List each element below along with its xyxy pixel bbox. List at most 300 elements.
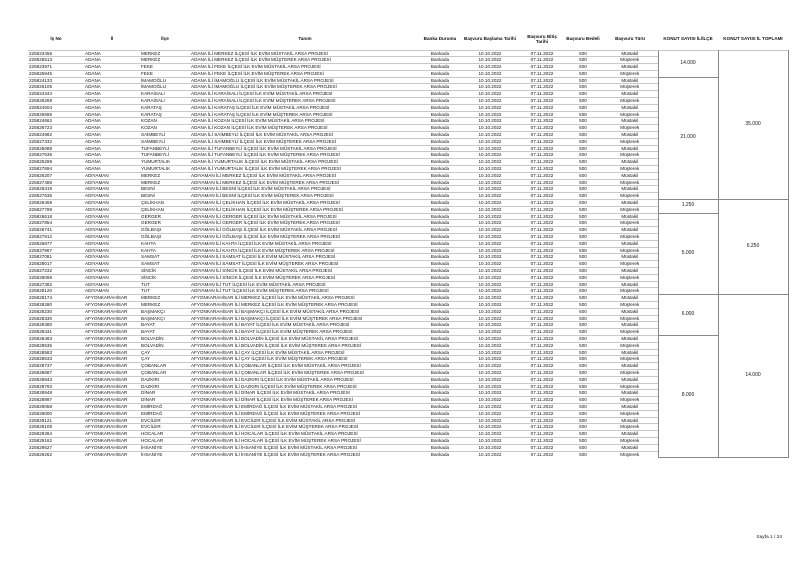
il-cell: ADIYAMAN (84, 206, 140, 213)
konut-sayisi-ilce-cell: 14.000 (658, 50, 718, 77)
banka-durumu-cell: Bankada (420, 91, 460, 98)
banka-durumu-cell: Bankada (420, 376, 460, 383)
tanim-cell: AFYONKARAHİSAR İLİ ÇOBANLAR İLÇESİ İLK EVİM MÜSTAKİL ARSA PROJESİ (190, 363, 420, 370)
is-no-cell: 225826741 (28, 227, 84, 234)
ilce-cell: EMİRDAĞ (140, 403, 190, 410)
tanim-cell: ADIYAMAN İLİ ÇELİKHAN İLÇESİ İLK EVİM MÜSTAKİL ARSA PROJESİ (190, 200, 420, 207)
basvuru-turu-cell: Müstakil (602, 132, 658, 139)
ilce-cell: DİNAR (140, 390, 190, 397)
banka-durumu-cell: Bankada (420, 281, 460, 288)
is-no-cell: 225828737 (28, 363, 84, 370)
basvuru-bitis-cell: 07.11.2022 (520, 329, 564, 336)
ilce-cell: BESNİ (140, 186, 190, 193)
basvuru-baslama-cell: 10.10.2022 (460, 383, 520, 390)
ilce-cell: TUFANBEYLİ (140, 152, 190, 159)
basvuru-bitis-cell: 07.11.2022 (520, 417, 564, 424)
basvuru-bedeli-cell: 500 (564, 138, 602, 145)
basvuru-bedeli-cell: 500 (564, 376, 602, 383)
basvuru-bedeli-cell: 500 (564, 200, 602, 207)
is-no-cell: 225824504 (28, 104, 84, 111)
basvuru-baslama-cell: 10.10.2022 (460, 84, 520, 91)
is-no-cell: 225828633 (28, 356, 84, 363)
il-cell: AFYONKARAHİSAR (84, 437, 140, 444)
is-no-cell: 225828583 (28, 349, 84, 356)
basvuru-baslama-cell: 10.10.2022 (460, 111, 520, 118)
table-body (28, 50, 788, 457)
tanim-cell: AFYONKARAHİSAR İLİ ÇOBANLAR İLÇESİ İLK EVİM MÜŞTEREK ARSA PROJESİ (190, 369, 420, 376)
basvuru-bitis-cell: 07.11.2022 (520, 281, 564, 288)
basvuru-bitis-cell: 07.11.2022 (520, 431, 564, 438)
tanim-cell: AFYONKARAHİSAR İLİ BOLVADİN İLÇESİ İLK EVİM MÜSTAKİL ARSA PROJESİ (190, 335, 420, 342)
ilce-cell: TUT (140, 281, 190, 288)
basvuru-turu-cell: Müstakil (602, 308, 658, 315)
is-no-cell: 225826319 (28, 186, 84, 193)
ilce-cell: BESNİ (140, 193, 190, 200)
is-no-cell: 225826105 (28, 84, 84, 91)
ilce-cell: MERKEZ (140, 57, 190, 64)
basvuru-bedeli-cell: 500 (564, 335, 602, 342)
il-cell: ADANA (84, 111, 140, 118)
basvuru-baslama-cell: 10.10.2022 (460, 104, 520, 111)
banka-durumu-cell: Bankada (420, 295, 460, 302)
basvuru-baslama-cell: 10.10.2022 (460, 125, 520, 132)
table-row (28, 200, 788, 207)
ilce-cell: FEKE (140, 64, 190, 71)
ilce-cell: BOLVADİN (140, 342, 190, 349)
basvuru-turu-cell: Müstakil (602, 159, 658, 166)
il-cell: AFYONKARAHİSAR (84, 308, 140, 315)
basvuru-bitis-cell: 07.11.2022 (520, 301, 564, 308)
il-cell: ADIYAMAN (84, 268, 140, 275)
tanim-cell: ADIYAMAN İLİ GERGER İLÇESİ İLK EVİM MÜSTAKİL ARSA PROJESİ (190, 213, 420, 220)
il-cell: ADIYAMAN (84, 234, 140, 241)
il-cell: ADIYAMAN (84, 227, 140, 234)
basvuru-bedeli-cell: 500 (564, 220, 602, 227)
basvuru-baslama-cell: 10.10.2022 (460, 186, 520, 193)
tanim-cell: AFYONKARAHİSAR İLİ BAŞMAKÇI İLÇESİ İLK EVİM MÜŞTEREK ARSA PROJESİ (190, 315, 420, 322)
tanim-cell: AFYONKARAHİSAR İLİ ÇAY İLÇESİ İLK EVİM MÜSTAKİL ARSA PROJESİ (190, 349, 420, 356)
basvuru-baslama-cell: 10.10.2022 (460, 274, 520, 281)
il-cell: ADIYAMAN (84, 186, 140, 193)
basvuru-turu-cell: Müstakil (602, 213, 658, 220)
basvuru-baslama-cell: 10.10.2022 (460, 281, 520, 288)
basvuru-bitis-cell: 07.11.2022 (520, 118, 564, 125)
basvuru-bitis-cell: 07.11.2022 (520, 98, 564, 105)
basvuru-turu-cell: Müstakil (602, 50, 658, 57)
ilce-cell: TUFANBEYLİ (140, 145, 190, 152)
il-cell: AFYONKARAHİSAR (84, 403, 140, 410)
basvuru-baslama-cell: 10.10.2022 (460, 431, 520, 438)
ilce-cell: BAYAT (140, 322, 190, 329)
il-cell: ADIYAMAN (84, 247, 140, 254)
ilce-cell: BOLVADİN (140, 335, 190, 342)
banka-durumu-cell: Bankada (420, 356, 460, 363)
is-no-cell: 225827912 (28, 234, 84, 241)
basvuru-bitis-cell: 07.11.2022 (520, 397, 564, 404)
tanim-cell: AFYONKARAHİSAR İLİ BAYAT İLÇESİ İLK EVİM MÜSTAKİL ARSA PROJESİ (190, 322, 420, 329)
ilce-cell: KARATAŞ (140, 104, 190, 111)
column-header-is-no: İş No (50, 36, 62, 42)
basvuru-bedeli-cell: 500 (564, 152, 602, 159)
banka-durumu-cell: Bankada (420, 145, 460, 152)
ilce-cell: KAHTA (140, 247, 190, 254)
tanim-cell: ADANA İLİ TUFANBEYLİ İLÇESİ İLK EVİM MÜŞTEREK ARSA PROJESİ (190, 152, 420, 159)
is-no-cell: 225826565 (28, 111, 84, 118)
basvuru-baslama-cell: 10.10.2022 (460, 451, 520, 457)
tanim-cell: AFYONKARAHİSAR İLİ DİNAR İLÇESİ İLK EVİM MÜŞTEREK ARSA PROJESİ (190, 397, 420, 404)
is-no-cell: 225823456 (28, 50, 84, 57)
il-cell: ADIYAMAN (84, 200, 140, 207)
basvuru-bedeli-cell: 500 (564, 390, 602, 397)
basvuru-bedeli-cell: 500 (564, 288, 602, 295)
basvuru-bitis-cell: 07.11.2022 (520, 403, 564, 410)
basvuru-baslama-cell: 10.10.2022 (460, 390, 520, 397)
il-cell: AFYONKARAHİSAR (84, 424, 140, 431)
il-cell: AFYONKARAHİSAR (84, 342, 140, 349)
basvuru-turu-cell: Müşterek (602, 84, 658, 91)
basvuru-bitis-cell: 07.11.2022 (520, 274, 564, 281)
basvuru-bedeli-cell: 500 (564, 308, 602, 315)
basvuru-bedeli-cell: 500 (564, 213, 602, 220)
basvuru-turu-cell: Müstakil (602, 91, 658, 98)
ilce-cell: GERGER (140, 213, 190, 220)
basvuru-turu-cell: Müstakil (602, 390, 658, 397)
banka-durumu-cell: Bankada (420, 50, 460, 57)
basvuru-turu-cell: Müşterek (602, 329, 658, 336)
basvuru-bitis-cell: 07.11.2022 (520, 138, 564, 145)
banka-durumu-cell: Bankada (420, 437, 460, 444)
basvuru-turu-cell: Müstakil (602, 281, 658, 288)
banka-durumu-cell: Bankada (420, 301, 460, 308)
tanim-cell: AFYONKARAHİSAR İLİ İHSANİYE İLÇESİ İLK EVİM MÜŞTEREK ARSA PROJESİ (190, 451, 420, 457)
basvuru-bitis-cell: 07.11.2022 (520, 335, 564, 342)
basvuru-baslama-cell: 10.10.2022 (460, 132, 520, 139)
tanim-cell: AFYONKARAHİSAR İLİ BAYAT İLÇESİ İLK EVİM MÜŞTEREK ARSA PROJESİ (190, 329, 420, 336)
basvuru-turu-cell: Müşterek (602, 410, 658, 417)
basvuru-bitis-cell: 07.11.2022 (520, 240, 564, 247)
ilce-cell: GÖLBAŞI (140, 234, 190, 241)
basvuru-turu-cell: Müşterek (602, 193, 658, 200)
tanim-cell: ADANA İLİ SAİMBEYLİ İLÇESİ İLK EVİM MÜŞTEREK ARSA PROJESİ (190, 138, 420, 145)
table-row (28, 77, 788, 84)
ilce-cell: MERKEZ (140, 50, 190, 57)
basvuru-bitis-cell: 07.11.2022 (520, 437, 564, 444)
basvuru-bitis-cell: 07.11.2022 (520, 77, 564, 84)
banka-durumu-cell: Bankada (420, 369, 460, 376)
ilce-cell: MERKEZ (140, 172, 190, 179)
banka-durumu-cell: Bankada (420, 118, 460, 125)
basvuru-turu-cell: Müşterek (602, 125, 658, 132)
basvuru-bedeli-cell: 500 (564, 240, 602, 247)
basvuru-turu-cell: Müşterek (602, 179, 658, 186)
tanim-cell: ADANA İLİ KOZAN İLÇESİ İLK EVİM MÜSTAKİL ARSA PROJESİ (190, 118, 420, 125)
column-header-konut-sayisi-ilce: KONUT SAYISI İL/İLÇE (663, 36, 713, 42)
il-cell: AFYONKARAHİSAR (84, 376, 140, 383)
table-row (28, 50, 788, 57)
basvuru-turu-cell: Müstakil (602, 186, 658, 193)
basvuru-turu-cell: Müşterek (602, 369, 658, 376)
banka-durumu-cell: Bankada (420, 172, 460, 179)
tanim-cell: ADIYAMAN İLİ GÖLBAŞI İLÇESİ İLK EVİM MÜSTAKİL ARSA PROJESİ (190, 227, 420, 234)
is-no-cell: 225827332 (28, 138, 84, 145)
basvuru-baslama-cell: 10.10.2022 (460, 200, 520, 207)
ilce-cell: BAŞMAKÇI (140, 308, 190, 315)
is-no-cell: 225829000 (28, 410, 84, 417)
is-no-cell: 225828897 (28, 397, 84, 404)
ilce-cell: YUMURTALIK (140, 159, 190, 166)
tanim-cell: ADIYAMAN İLİ SİNCİK İLÇESİ İLK EVİM MÜSTAKİL ARSA PROJESİ (190, 268, 420, 275)
basvuru-bitis-cell: 07.11.2022 (520, 390, 564, 397)
banka-durumu-cell: Bankada (420, 206, 460, 213)
column-header-basvuru-bedeli: Başvuru Bedeli (566, 36, 600, 42)
basvuru-baslama-cell: 10.10.2022 (460, 363, 520, 370)
basvuru-bedeli-cell: 500 (564, 91, 602, 98)
konut-sayisi-ilce-cell: 8.000 (658, 335, 718, 457)
tanim-cell: ADANA İLİ TUFANBEYLİ İLÇESİ İLK EVİM MÜSTAKİL ARSA PROJESİ (190, 145, 420, 152)
banka-durumu-cell: Bankada (420, 417, 460, 424)
column-header-il: İl (110, 36, 114, 42)
basvuru-turu-cell: Müşterek (602, 261, 658, 268)
page-number: Sayfa 1 / 24 (756, 535, 782, 540)
ilce-cell: ÇELİKHAN (140, 200, 190, 207)
is-no-cell: 225825088 (28, 145, 84, 152)
is-no-cell: 225826723 (28, 125, 84, 132)
banka-durumu-cell: Bankada (420, 315, 460, 322)
basvuru-bedeli-cell: 500 (564, 322, 602, 329)
il-cell: ADANA (84, 98, 140, 105)
basvuru-turu-cell: Müstakil (602, 64, 658, 71)
tanim-cell: AFYONKARAHİSAR İLİ MERKEZ İLÇESİ İLK EVİM MÜŞTEREK ARSA PROJESİ (190, 301, 420, 308)
ilce-cell: ÇELİKHAN (140, 206, 190, 213)
basvuru-bitis-cell: 07.11.2022 (520, 349, 564, 356)
banka-durumu-cell: Bankada (420, 247, 460, 254)
basvuru-bitis-cell: 07.11.2022 (520, 166, 564, 173)
il-cell: AFYONKARAHİSAR (84, 322, 140, 329)
banka-durumu-cell: Bankada (420, 254, 460, 261)
basvuru-turu-cell: Müşterek (602, 451, 658, 457)
basvuru-baslama-cell: 10.10.2022 (460, 220, 520, 227)
banka-durumu-cell: Bankada (420, 152, 460, 159)
basvuru-bitis-cell: 07.11.2022 (520, 159, 564, 166)
basvuru-bedeli-cell: 500 (564, 281, 602, 288)
tanim-cell: AFYONKARAHİSAR İLİ İHSANİYE İLÇESİ İLK EVİM MÜSTAKİL ARSA PROJESİ (190, 444, 420, 451)
basvuru-baslama-cell: 10.10.2022 (460, 261, 520, 268)
basvuru-bedeli-cell: 500 (564, 349, 602, 356)
basvuru-baslama-cell: 10.10.2022 (460, 424, 520, 431)
il-cell: ADANA (84, 84, 140, 91)
il-cell: ADIYAMAN (84, 213, 140, 220)
basvuru-turu-cell: Müstakil (602, 403, 658, 410)
basvuru-turu-cell: Müstakil (602, 376, 658, 383)
banka-durumu-cell: Bankada (420, 261, 460, 268)
il-cell: AFYONKARAHİSAR (84, 383, 140, 390)
basvuru-baslama-cell: 10.10.2022 (460, 172, 520, 179)
basvuru-bitis-cell: 07.11.2022 (520, 179, 564, 186)
basvuru-baslama-cell: 10.10.2022 (460, 234, 520, 241)
column-header-basvuru-bitis: Başvuru Bitiş Tarihi (527, 33, 557, 44)
basvuru-bitis-cell: 07.11.2022 (520, 50, 564, 57)
il-cell: ADANA (84, 166, 140, 173)
basvuru-bitis-cell: 07.11.2022 (520, 247, 564, 254)
ilce-cell: HOCALAR (140, 437, 190, 444)
tanim-cell: AFYONKARAHİSAR İLİ DİNAR İLÇESİ İLK EVİM MÜSTAKİL ARSA PROJESİ (190, 390, 420, 397)
is-no-cell: 225828483 (28, 335, 84, 342)
basvuru-bitis-cell: 07.11.2022 (520, 186, 564, 193)
tanim-cell: ADANA İLİ KARAİSALI İLÇESİ İLK EVİM MÜŞTEREK ARSA PROJESİ (190, 98, 420, 105)
is-no-cell: 225827636 (28, 193, 84, 200)
il-cell: ADANA (84, 138, 140, 145)
basvuru-bedeli-cell: 500 (564, 84, 602, 91)
banka-durumu-cell: Bankada (420, 179, 460, 186)
tanim-cell: ADANA İLİ MERKEZ İLÇESİ İLK EVİM MÜSTAKİL ARSA PROJESİ (190, 50, 420, 57)
konut-sayisi-ilce-cell: 6.000 (658, 295, 718, 336)
basvuru-bedeli-cell: 500 (564, 104, 602, 111)
basvuru-turu-cell: Müstakil (602, 268, 658, 275)
basvuru-baslama-cell: 10.10.2022 (460, 356, 520, 363)
tanim-cell: ADIYAMAN İLİ GÖLBAŞI İLÇESİ İLK EVİM MÜŞTEREK ARSA PROJESİ (190, 234, 420, 241)
basvuru-baslama-cell: 10.10.2022 (460, 166, 520, 173)
is-no-cell: 225828431 (28, 329, 84, 336)
ilce-cell: İHSANİYE (140, 444, 190, 451)
basvuru-bitis-cell: 07.11.2022 (520, 152, 564, 159)
document-page (28, 28, 788, 458)
ilce-cell: KARAİSALI (140, 98, 190, 105)
basvuru-bedeli-cell: 500 (564, 410, 602, 417)
il-cell: ADIYAMAN (84, 288, 140, 295)
il-cell: AFYONKARAHİSAR (84, 301, 140, 308)
basvuru-turu-cell: Müstakil (602, 349, 658, 356)
is-no-cell: 225829262 (28, 451, 84, 457)
is-no-cell: 225825945 (28, 70, 84, 77)
tanim-cell: AFYONKARAHİSAR İLİ HOCALAR İLÇESİ İLK EVİM MÜSTAKİL ARSA PROJESİ (190, 431, 420, 438)
banka-durumu-cell: Bankada (420, 390, 460, 397)
basvuru-bedeli-cell: 500 (564, 186, 602, 193)
banka-durumu-cell: Bankada (420, 308, 460, 315)
is-no-cell: 225826259 (28, 98, 84, 105)
column-header-basvuru-baslama: Başvuru Başlama Tarihi (464, 36, 516, 42)
basvuru-baslama-cell: 10.10.2022 (460, 417, 520, 424)
basvuru-turu-cell: Müşterek (602, 288, 658, 295)
tanim-cell: AFYONKARAHİSAR İLİ HOCALAR İLÇESİ İLK EVİM MÜŞTEREK ARSA PROJESİ (190, 437, 420, 444)
il-cell: ADANA (84, 152, 140, 159)
basvuru-bedeli-cell: 500 (564, 159, 602, 166)
il-cell: ADIYAMAN (84, 220, 140, 227)
is-no-cell: 225829109 (28, 424, 84, 431)
banka-durumu-cell: Bankada (420, 234, 460, 241)
basvuru-turu-cell: Müşterek (602, 98, 658, 105)
banka-durumu-cell: Bankada (420, 104, 460, 111)
basvuru-bedeli-cell: 500 (564, 329, 602, 336)
basvuru-bitis-cell: 07.11.2022 (520, 172, 564, 179)
banka-durumu-cell: Bankada (420, 403, 460, 410)
basvuru-turu-cell: Müşterek (602, 315, 658, 322)
ilce-cell: EVCİLER (140, 424, 190, 431)
tanim-cell: ADANA İLİ SAİMBEYLİ İLÇESİ İLK EVİM MÜSTAKİL ARSA PROJESİ (190, 132, 420, 139)
table-row (28, 335, 788, 342)
basvuru-turu-cell: Müşterek (602, 424, 658, 431)
is-no-cell: 225827536 (28, 152, 84, 159)
tanim-cell: AFYONKARAHİSAR İLİ DAZKIRI İLÇESİ İLK EVİM MÜSTAKİL ARSA PROJESİ (190, 376, 420, 383)
is-no-cell: 225828069 (28, 274, 84, 281)
column-header-tanim: Tanım (298, 36, 312, 42)
basvuru-bitis-cell: 07.11.2022 (520, 57, 564, 64)
basvuru-bitis-cell: 07.11.2022 (520, 206, 564, 213)
tanim-cell: ADIYAMAN İLİ BESNİ İLÇESİ İLK EVİM MÜŞTEREK ARSA PROJESİ (190, 193, 420, 200)
banka-durumu-cell: Bankada (420, 335, 460, 342)
tanim-cell: ADIYAMAN İLİ SAMSAT İLÇESİ İLK EVİM MÜSTAKİL ARSA PROJESİ (190, 254, 420, 261)
basvuru-bitis-cell: 07.11.2022 (520, 383, 564, 390)
basvuru-bedeli-cell: 500 (564, 234, 602, 241)
basvuru-baslama-cell: 10.10.2022 (460, 193, 520, 200)
basvuru-turu-cell: Müşterek (602, 274, 658, 281)
banka-durumu-cell: Bankada (420, 410, 460, 417)
basvuru-bitis-cell: 07.11.2022 (520, 363, 564, 370)
ilce-cell: ÇAY (140, 349, 190, 356)
il-cell: ADANA (84, 159, 140, 166)
basvuru-bitis-cell: 07.11.2022 (520, 64, 564, 71)
basvuru-turu-cell: Müstakil (602, 431, 658, 438)
tanim-cell: AFYONKARAHİSAR İLİ EVCİLER İLÇESİ İLK EVİM MÜSTAKİL ARSA PROJESİ (190, 417, 420, 424)
tanim-cell: ADANA İLİ YUMURTALIK İLÇESİ İLK EVİM MÜSTAKİL ARSA PROJESİ (190, 159, 420, 166)
ilce-cell: SAMSAT (140, 254, 190, 261)
il-cell: AFYONKARAHİSAR (84, 369, 140, 376)
tanim-cell: ADANA İLİ İMAMOĞLU İLÇESİ İLK EVİM MÜSTAKİL ARSA PROJESİ (190, 77, 420, 84)
banka-durumu-cell: Bankada (420, 193, 460, 200)
ilce-cell: EVCİLER (140, 417, 190, 424)
basvuru-bitis-cell: 07.11.2022 (520, 254, 564, 261)
banka-durumu-cell: Bankada (420, 397, 460, 404)
il-cell: AFYONKARAHİSAR (84, 444, 140, 451)
ilce-cell: ÇOBANLAR (140, 363, 190, 370)
tanim-cell: ADIYAMAN İLİ SAMSAT İLÇESİ İLK EVİM MÜŞTEREK ARSA PROJESİ (190, 261, 420, 268)
basvuru-bedeli-cell: 500 (564, 193, 602, 200)
basvuru-turu-cell: Müstakil (602, 335, 658, 342)
basvuru-bitis-cell: 07.11.2022 (520, 220, 564, 227)
banka-durumu-cell: Bankada (420, 125, 460, 132)
basvuru-turu-cell: Müstakil (602, 240, 658, 247)
basvuru-baslama-cell: 10.10.2022 (460, 288, 520, 295)
basvuru-turu-cell: Müşterek (602, 166, 658, 173)
banka-durumu-cell: Bankada (420, 111, 460, 118)
basvuru-turu-cell: Müstakil (602, 172, 658, 179)
basvuru-bitis-cell: 07.11.2022 (520, 322, 564, 329)
basvuru-turu-cell: Müşterek (602, 138, 658, 145)
basvuru-bedeli-cell: 500 (564, 417, 602, 424)
basvuru-bitis-cell: 07.11.2022 (520, 261, 564, 268)
basvuru-baslama-cell: 10.10.2022 (460, 227, 520, 234)
is-no-cell: 225828120 (28, 288, 84, 295)
basvuru-bedeli-cell: 500 (564, 254, 602, 261)
basvuru-bitis-cell: 07.11.2022 (520, 369, 564, 376)
column-header-banka-durumu: Banka Durumu (423, 36, 457, 42)
banka-durumu-cell: Bankada (420, 444, 460, 451)
banka-durumu-cell: Bankada (420, 70, 460, 77)
column-header-basvuru-turu: Başvuru Türü (615, 36, 645, 42)
basvuru-baslama-cell: 10.10.2022 (460, 91, 520, 98)
basvuru-bedeli-cell: 500 (564, 369, 602, 376)
basvuru-turu-cell: Müşterek (602, 111, 658, 118)
is-no-cell: 225828793 (28, 383, 84, 390)
is-no-cell: 225828280 (28, 301, 84, 308)
basvuru-baslama-cell: 10.10.2022 (460, 268, 520, 275)
il-cell: AFYONKARAHİSAR (84, 356, 140, 363)
il-cell: ADIYAMAN (84, 281, 140, 288)
basvuru-bitis-cell: 07.11.2022 (520, 315, 564, 322)
tanim-cell: ADANA İLİ KARATAŞ İLÇESİ İLK EVİM MÜSTAKİL ARSA PROJESİ (190, 104, 420, 111)
il-cell: ADIYAMAN (84, 261, 140, 268)
banka-durumu-cell: Bankada (420, 138, 460, 145)
basvuru-baslama-cell: 10.10.2022 (460, 159, 520, 166)
